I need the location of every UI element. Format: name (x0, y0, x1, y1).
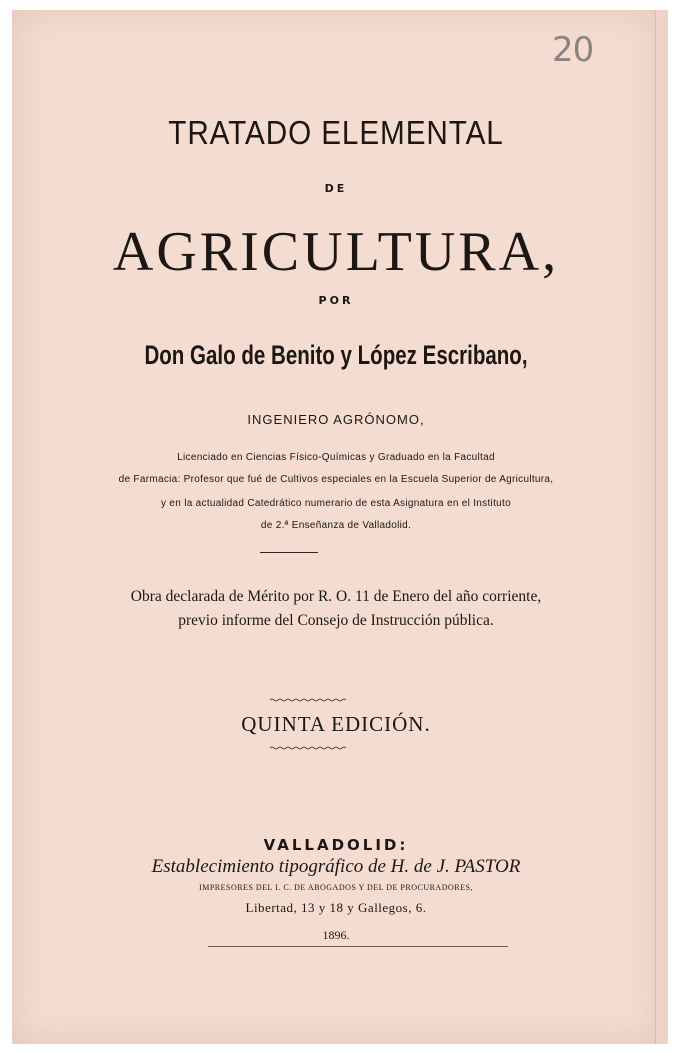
title-line-2: AGRICULTURA, (112, 221, 560, 283)
wavy-ornament-bottom (270, 746, 346, 750)
title-page (12, 10, 660, 1044)
author-role: INGENIERO AGRÓNOMO, (247, 412, 425, 427)
credential-line: de Farmacia: Profesor que fué de Cultivos especiales en la Escuela Superior de Agricultura, (118, 474, 554, 485)
credential-line: Licenciado en Ciencias Físico-Químicas y Graduado en la Facultad (177, 452, 495, 463)
credential-line: de 2.ª Enseñanza de Valladolid. (260, 520, 412, 531)
author-name: Don Galo de Benito y López Escribano, (144, 340, 528, 370)
imprint-printer-subtitle: IMPRESORES DEL I. C. DE ABOGADOS Y DEL DE PROCURADORES, (199, 883, 473, 892)
footer-rule (208, 946, 508, 947)
imprint-address: Libertad, 13 y 18 y Gallegos, 6. (245, 900, 427, 915)
merit-line: Obra declarada de Mérito por R. O. 11 de Enero del año corriente, (130, 588, 542, 605)
pencil-page-number: 20 (552, 30, 594, 70)
imprint-printer: Establecimiento tipográfico de H. de J. PASTOR (151, 856, 521, 877)
title-line-1: TRATADO ELEMENTAL (168, 114, 504, 151)
divider-rule (260, 552, 318, 553)
edition-label: QUINTA EDICIÓN. (241, 712, 431, 736)
merit-line: previo informe del Consejo de Instrucción pública. (178, 612, 494, 629)
by-label: POR (318, 294, 354, 307)
wavy-ornament-top (270, 698, 346, 702)
credential-line: y en la actualidad Catedrático numerario de esta Asignatura en el Instituto (161, 498, 511, 509)
next-page-edge (655, 10, 668, 1044)
title-connector: DE (324, 182, 348, 195)
imprint-year: 1896. (322, 928, 350, 942)
imprint-city: VALLADOLID: (263, 836, 409, 854)
